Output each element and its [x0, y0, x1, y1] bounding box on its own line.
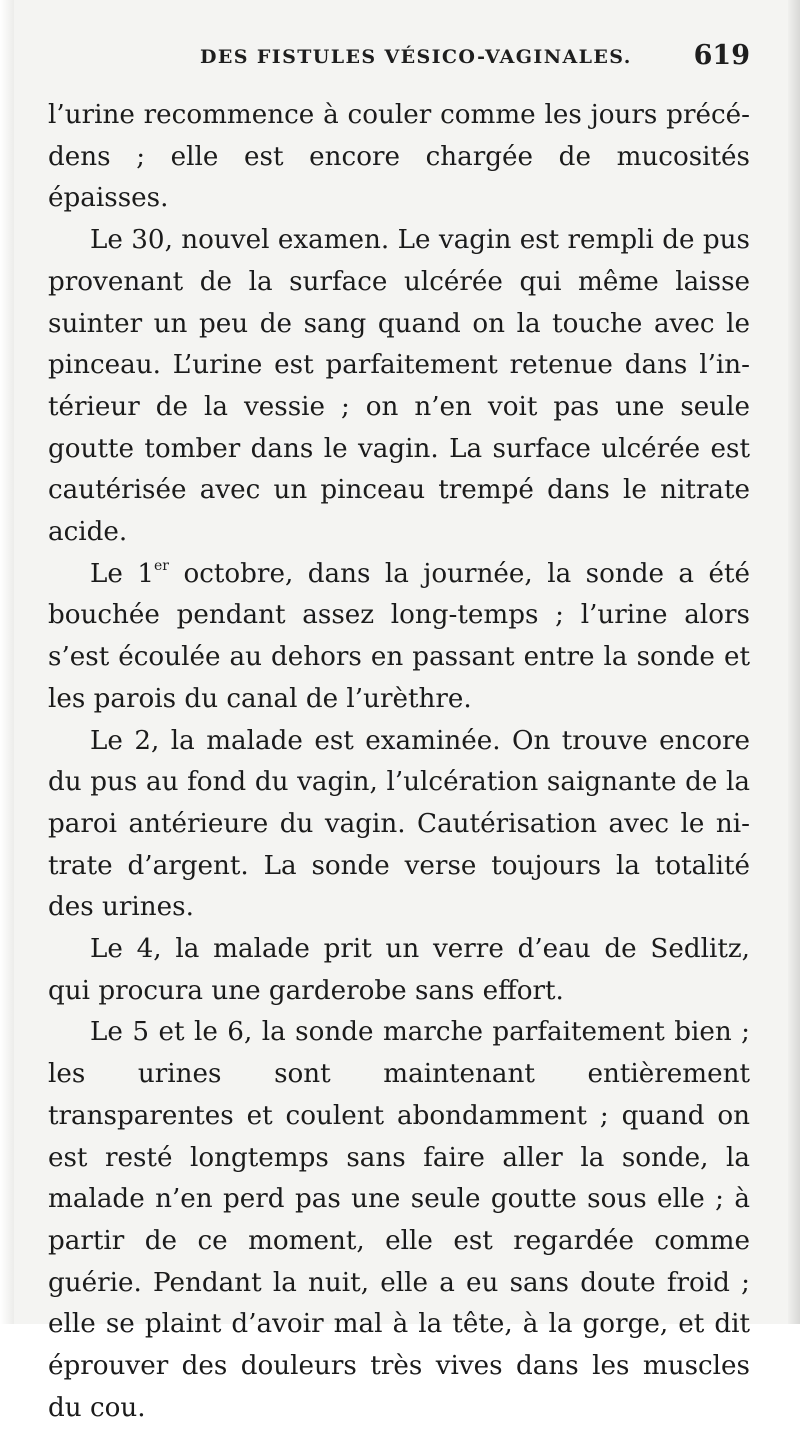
ordinal-suffix: er [154, 557, 169, 574]
date-lead: Le 1 [90, 558, 155, 589]
paragraph-le-1er-octobre [48, 554, 750, 721]
paragraph-le-30: Le 30, nouvel examen. Le vagin est rempli de pus provenant de la surface ulcérée qui même laisse suinter un peu de sang quand on la touche avec le pinceau. L’urine est parfaitement retenue dans l’intérieur de la vessie ; on n’en voit pas une seule goutte tomber dans le vagin. La surface ulcérée est cautérisée avec un pinceau trempé dans le nitrate acide. [48, 225, 750, 548]
paragraph-le-2: Le 2, la malade est examinée. On trouve encore du pus au fond du vagin, l’ulcération saignante de la paroi antérieure du vagin. Cautérisation avec le nitrate d’argent. La sonde verse toujours la totalité des urines. [48, 725, 750, 923]
paragraph-le-5-et-le-6: Le 5 et le 6, la sonde marche parfaitement bien ; les urines sont maintenant entièrement transparentes et coulent abondamment ; quand on est resté longtemps sans faire aller la sonde, la malade n’en perd pas une seule goutte sous elle ; à partir de ce moment, elle est regardée comme guérie. Pendant la nuit, elle a eu sans doute froid ; elle se plaint d’avoir mal à la tête, à la gorge, et dit éprouver des douleurs très vives dans les muscles du cou. [48, 1017, 750, 1423]
paragraph-continuation: l’urine recommence à couler comme les jours précédens ; elle est encore chargée de mucosités épaisses. [48, 100, 750, 214]
running-title: DES FISTULES VÉSICO-VAGINALES. [200, 46, 632, 68]
paragraph-le-4: Le 4, la malade prit un verre d’eau de Sedlitz, qui procura une garderobe sans effort. [48, 934, 750, 1006]
page-gutter-left [0, 0, 14, 1324]
page-header [48, 38, 750, 78]
body-text [48, 95, 750, 1430]
paragraph-body: octobre, dans la journée, la sonde a été bouchée pendant assez long-temps ; l’urine alors s’est écoulée au dehors en passant entre la sonde et les parois du canal de l’urèthre. [48, 558, 751, 714]
page-edge-right [788, 0, 800, 1324]
page-number: 619 [693, 40, 750, 71]
